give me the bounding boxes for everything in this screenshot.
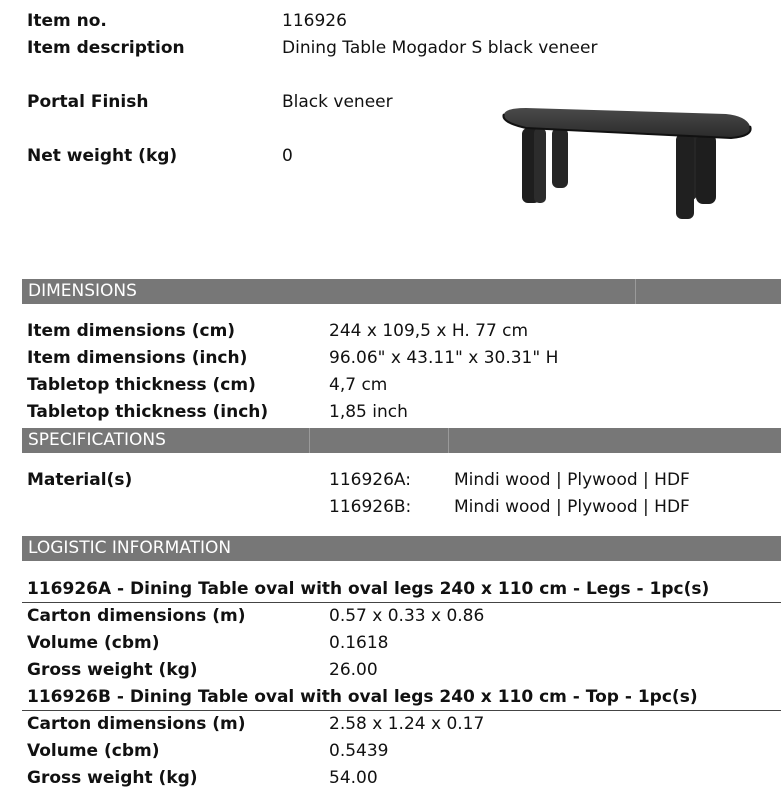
divider xyxy=(22,602,781,603)
item-no-value: 116926 xyxy=(282,11,347,31)
logistics-row-label: Carton dimensions (m) xyxy=(27,606,246,626)
specifications-title: SPECIFICATIONS xyxy=(28,430,166,450)
dim-row-value: 96.06" x 43.11" x 30.31" H xyxy=(329,348,559,368)
dim-row-label: Item dimensions (inch) xyxy=(27,348,248,368)
header-divider xyxy=(635,279,636,304)
specifications-header xyxy=(22,428,781,453)
logistics-row-label: Volume (cbm) xyxy=(27,741,160,761)
material-value: Mindi wood | Plywood | HDF xyxy=(454,470,690,490)
dim-row-value: 4,7 cm xyxy=(329,375,388,395)
logistics-row-label: Gross weight (kg) xyxy=(27,768,198,788)
net-weight-value: 0 xyxy=(282,146,293,166)
item-description-value: Dining Table Mogador S black veneer xyxy=(282,38,598,58)
dimensions-header xyxy=(22,279,781,304)
logistics-row-value: 0.57 x 0.33 x 0.86 xyxy=(329,606,485,626)
logistics-row-value: 2.58 x 1.24 x 0.17 xyxy=(329,714,485,734)
divider xyxy=(22,710,781,711)
materials-label: Material(s) xyxy=(27,470,133,490)
dim-row-label: Tabletop thickness (inch) xyxy=(27,402,269,422)
product-image xyxy=(496,100,756,225)
item-no-label: Item no. xyxy=(27,11,107,31)
material-code: 116926A: xyxy=(329,470,411,490)
dim-row-label: Tabletop thickness (cm) xyxy=(27,375,256,395)
logistics-row-value: 0.1618 xyxy=(329,633,389,653)
logistics-row-value: 0.5439 xyxy=(329,741,389,761)
logistics-row-label: Volume (cbm) xyxy=(27,633,160,653)
portal-finish-label: Portal Finish xyxy=(27,92,149,112)
header-divider xyxy=(448,428,449,453)
dimensions-title: DIMENSIONS xyxy=(28,281,137,301)
logistics-row-label: Carton dimensions (m) xyxy=(27,714,246,734)
header-divider xyxy=(309,428,310,453)
logistics-row-label: Gross weight (kg) xyxy=(27,660,198,680)
logistics-part-heading: 116926A - Dining Table oval with oval legs 240 x 110 cm - Legs - 1pc(s) xyxy=(27,579,710,599)
material-code: 116926B: xyxy=(329,497,412,517)
item-description-label: Item description xyxy=(27,38,185,58)
logistics-header xyxy=(22,536,781,561)
material-value: Mindi wood | Plywood | HDF xyxy=(454,497,690,517)
logistics-title: LOGISTIC INFORMATION xyxy=(28,538,232,558)
logistics-row-value: 26.00 xyxy=(329,660,378,680)
logistics-part-heading: 116926B - Dining Table oval with oval legs 240 x 110 cm - Top - 1pc(s) xyxy=(27,687,698,707)
portal-finish-value: Black veneer xyxy=(282,92,393,112)
logistics-row-value: 54.00 xyxy=(329,768,378,788)
dim-row-value: 244 x 109,5 x H. 77 cm xyxy=(329,321,529,341)
dim-row-value: 1,85 inch xyxy=(329,402,408,422)
dim-row-label: Item dimensions (cm) xyxy=(27,321,236,341)
net-weight-label: Net weight (kg) xyxy=(27,146,178,166)
